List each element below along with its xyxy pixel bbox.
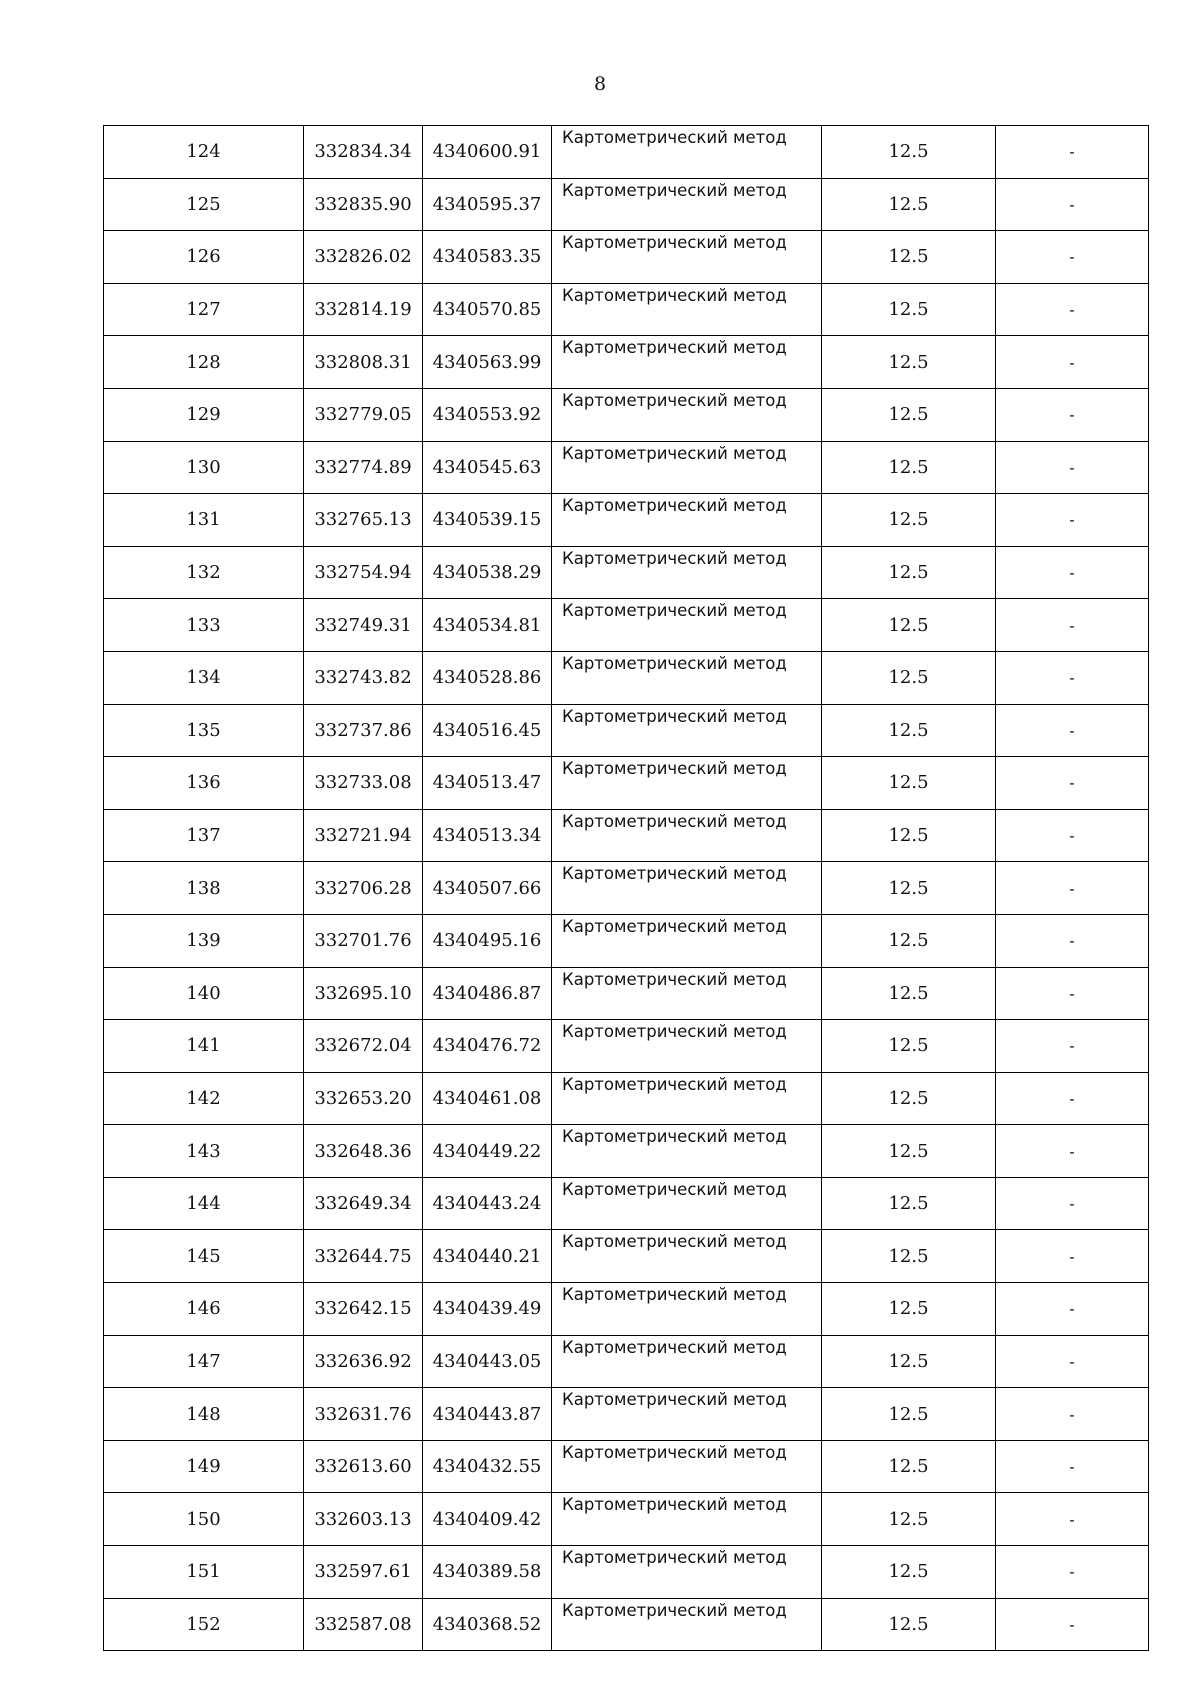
point-number-cell: 142	[104, 1072, 304, 1125]
y-coordinate-cell: 4340476.72	[423, 1020, 552, 1073]
method-cell: Картометрический метод	[552, 494, 822, 547]
note-cell: -	[996, 1440, 1149, 1493]
table-row	[104, 1072, 1149, 1125]
point-number-cell: 127	[104, 283, 304, 336]
accuracy-cell: 12.5	[822, 809, 996, 862]
table-row	[104, 388, 1149, 441]
accuracy-cell: 12.5	[822, 546, 996, 599]
note-cell: -	[996, 651, 1149, 704]
x-coordinate-cell: 332642.15	[304, 1283, 423, 1336]
table-row	[104, 546, 1149, 599]
accuracy-cell: 12.5	[822, 283, 996, 336]
point-number-cell: 146	[104, 1283, 304, 1336]
method-cell: Картометрический метод	[552, 1388, 822, 1441]
x-coordinate-cell: 332587.08	[304, 1598, 423, 1651]
method-cell: Картометрический метод	[552, 704, 822, 757]
method-cell: Картометрический метод	[552, 1598, 822, 1651]
table-row	[104, 178, 1149, 231]
y-coordinate-cell: 4340443.87	[423, 1388, 552, 1441]
y-coordinate-cell: 4340486.87	[423, 967, 552, 1020]
note-cell: -	[996, 1335, 1149, 1388]
x-coordinate-cell: 332834.34	[304, 126, 423, 179]
note-cell: -	[996, 1598, 1149, 1651]
note-cell: -	[996, 1020, 1149, 1073]
note-cell: -	[996, 231, 1149, 284]
y-coordinate-cell: 4340443.24	[423, 1177, 552, 1230]
x-coordinate-cell: 332743.82	[304, 651, 423, 704]
accuracy-cell: 12.5	[822, 126, 996, 179]
accuracy-cell: 12.5	[822, 757, 996, 810]
point-number-cell: 130	[104, 441, 304, 494]
accuracy-cell: 12.5	[822, 1020, 996, 1073]
method-cell: Картометрический метод	[552, 757, 822, 810]
x-coordinate-cell: 332636.92	[304, 1335, 423, 1388]
point-number-cell: 152	[104, 1598, 304, 1651]
y-coordinate-cell: 4340538.29	[423, 546, 552, 599]
table-row	[104, 231, 1149, 284]
y-coordinate-cell: 4340461.08	[423, 1072, 552, 1125]
point-number-cell: 150	[104, 1493, 304, 1546]
method-cell: Картометрический метод	[552, 546, 822, 599]
x-coordinate-cell: 332754.94	[304, 546, 423, 599]
x-coordinate-cell: 332603.13	[304, 1493, 423, 1546]
note-cell: -	[996, 599, 1149, 652]
y-coordinate-cell: 4340528.86	[423, 651, 552, 704]
y-coordinate-cell: 4340409.42	[423, 1493, 552, 1546]
x-coordinate-cell: 332749.31	[304, 599, 423, 652]
accuracy-cell: 12.5	[822, 1335, 996, 1388]
x-coordinate-cell: 332733.08	[304, 757, 423, 810]
accuracy-cell: 12.5	[822, 1125, 996, 1178]
x-coordinate-cell: 332631.76	[304, 1388, 423, 1441]
method-cell: Картометрический метод	[552, 336, 822, 389]
note-cell: -	[996, 388, 1149, 441]
method-cell: Картометрический метод	[552, 126, 822, 179]
x-coordinate-cell: 332701.76	[304, 914, 423, 967]
note-cell: -	[996, 757, 1149, 810]
note-cell: -	[996, 336, 1149, 389]
table-row	[104, 1125, 1149, 1178]
point-number-cell: 135	[104, 704, 304, 757]
method-cell: Картометрический метод	[552, 809, 822, 862]
y-coordinate-cell: 4340513.34	[423, 809, 552, 862]
table-row	[104, 757, 1149, 810]
y-coordinate-cell: 4340583.35	[423, 231, 552, 284]
point-number-cell: 125	[104, 178, 304, 231]
x-coordinate-cell: 332808.31	[304, 336, 423, 389]
accuracy-cell: 12.5	[822, 336, 996, 389]
x-coordinate-cell: 332672.04	[304, 1020, 423, 1073]
accuracy-cell: 12.5	[822, 704, 996, 757]
y-coordinate-cell: 4340368.52	[423, 1598, 552, 1651]
point-number-cell: 136	[104, 757, 304, 810]
note-cell: -	[996, 862, 1149, 915]
accuracy-cell: 12.5	[822, 862, 996, 915]
x-coordinate-cell: 332653.20	[304, 1072, 423, 1125]
accuracy-cell: 12.5	[822, 1388, 996, 1441]
table-row	[104, 494, 1149, 547]
method-cell: Картометрический метод	[552, 283, 822, 336]
note-cell: -	[996, 441, 1149, 494]
y-coordinate-cell: 4340443.05	[423, 1335, 552, 1388]
accuracy-cell: 12.5	[822, 914, 996, 967]
table-row	[104, 1020, 1149, 1073]
note-cell: -	[996, 1177, 1149, 1230]
accuracy-cell: 12.5	[822, 494, 996, 547]
point-number-cell: 138	[104, 862, 304, 915]
point-number-cell: 140	[104, 967, 304, 1020]
point-number-cell: 139	[104, 914, 304, 967]
x-coordinate-cell: 332814.19	[304, 283, 423, 336]
table-row	[104, 1598, 1149, 1651]
method-cell: Картометрический метод	[552, 1546, 822, 1599]
x-coordinate-cell: 332706.28	[304, 862, 423, 915]
method-cell: Картометрический метод	[552, 231, 822, 284]
table-row	[104, 967, 1149, 1020]
y-coordinate-cell: 4340539.15	[423, 494, 552, 547]
accuracy-cell: 12.5	[822, 1177, 996, 1230]
table-row	[104, 1493, 1149, 1546]
y-coordinate-cell: 4340389.58	[423, 1546, 552, 1599]
table-row	[104, 1335, 1149, 1388]
y-coordinate-cell: 4340439.49	[423, 1283, 552, 1336]
y-coordinate-cell: 4340534.81	[423, 599, 552, 652]
x-coordinate-cell: 332779.05	[304, 388, 423, 441]
table-row	[104, 1440, 1149, 1493]
note-cell: -	[996, 283, 1149, 336]
accuracy-cell: 12.5	[822, 599, 996, 652]
y-coordinate-cell: 4340513.47	[423, 757, 552, 810]
method-cell: Картометрический метод	[552, 1283, 822, 1336]
x-coordinate-cell: 332721.94	[304, 809, 423, 862]
point-number-cell: 124	[104, 126, 304, 179]
x-coordinate-cell: 332826.02	[304, 231, 423, 284]
point-number-cell: 134	[104, 651, 304, 704]
coordinates-table-body	[104, 126, 1149, 1651]
table-row	[104, 704, 1149, 757]
accuracy-cell: 12.5	[822, 651, 996, 704]
note-cell: -	[996, 967, 1149, 1020]
point-number-cell: 128	[104, 336, 304, 389]
x-coordinate-cell: 332774.89	[304, 441, 423, 494]
point-number-cell: 137	[104, 809, 304, 862]
note-cell: -	[996, 1283, 1149, 1336]
accuracy-cell: 12.5	[822, 1546, 996, 1599]
y-coordinate-cell: 4340516.45	[423, 704, 552, 757]
x-coordinate-cell: 332649.34	[304, 1177, 423, 1230]
method-cell: Картометрический метод	[552, 862, 822, 915]
note-cell: -	[996, 1388, 1149, 1441]
point-number-cell: 151	[104, 1546, 304, 1599]
table-row	[104, 1388, 1149, 1441]
method-cell: Картометрический метод	[552, 651, 822, 704]
accuracy-cell: 12.5	[822, 967, 996, 1020]
method-cell: Картометрический метод	[552, 178, 822, 231]
method-cell: Картометрический метод	[552, 1177, 822, 1230]
y-coordinate-cell: 4340570.85	[423, 283, 552, 336]
accuracy-cell: 12.5	[822, 1493, 996, 1546]
note-cell: -	[996, 809, 1149, 862]
table-row	[104, 1546, 1149, 1599]
x-coordinate-cell: 332737.86	[304, 704, 423, 757]
accuracy-cell: 12.5	[822, 388, 996, 441]
point-number-cell: 148	[104, 1388, 304, 1441]
y-coordinate-cell: 4340600.91	[423, 126, 552, 179]
method-cell: Картометрический метод	[552, 1493, 822, 1546]
x-coordinate-cell: 332644.75	[304, 1230, 423, 1283]
method-cell: Картометрический метод	[552, 1335, 822, 1388]
method-cell: Картометрический метод	[552, 1230, 822, 1283]
table-row	[104, 441, 1149, 494]
note-cell: -	[996, 704, 1149, 757]
point-number-cell: 141	[104, 1020, 304, 1073]
x-coordinate-cell: 332597.61	[304, 1546, 423, 1599]
table-row	[104, 599, 1149, 652]
note-cell: -	[996, 178, 1149, 231]
table-row	[104, 651, 1149, 704]
method-cell: Картометрический метод	[552, 388, 822, 441]
note-cell: -	[996, 1493, 1149, 1546]
accuracy-cell: 12.5	[822, 1072, 996, 1125]
y-coordinate-cell: 4340449.22	[423, 1125, 552, 1178]
table-row	[104, 1283, 1149, 1336]
method-cell: Картометрический метод	[552, 441, 822, 494]
accuracy-cell: 12.5	[822, 1440, 996, 1493]
note-cell: -	[996, 546, 1149, 599]
accuracy-cell: 12.5	[822, 1283, 996, 1336]
note-cell: -	[996, 1546, 1149, 1599]
note-cell: -	[996, 914, 1149, 967]
y-coordinate-cell: 4340495.16	[423, 914, 552, 967]
note-cell: -	[996, 494, 1149, 547]
x-coordinate-cell: 332648.36	[304, 1125, 423, 1178]
note-cell: -	[996, 126, 1149, 179]
table-row	[104, 809, 1149, 862]
method-cell: Картометрический метод	[552, 1020, 822, 1073]
method-cell: Картометрический метод	[552, 967, 822, 1020]
note-cell: -	[996, 1072, 1149, 1125]
accuracy-cell: 12.5	[822, 441, 996, 494]
point-number-cell: 145	[104, 1230, 304, 1283]
point-number-cell: 126	[104, 231, 304, 284]
x-coordinate-cell: 332613.60	[304, 1440, 423, 1493]
method-cell: Картометрический метод	[552, 1440, 822, 1493]
point-number-cell: 133	[104, 599, 304, 652]
table-row	[104, 862, 1149, 915]
x-coordinate-cell: 332695.10	[304, 967, 423, 1020]
x-coordinate-cell: 332765.13	[304, 494, 423, 547]
page-number: 8	[593, 73, 607, 95]
y-coordinate-cell: 4340545.63	[423, 441, 552, 494]
point-number-cell: 143	[104, 1125, 304, 1178]
y-coordinate-cell: 4340563.99	[423, 336, 552, 389]
note-cell: -	[996, 1125, 1149, 1178]
method-cell: Картометрический метод	[552, 914, 822, 967]
point-number-cell: 131	[104, 494, 304, 547]
method-cell: Картометрический метод	[552, 1125, 822, 1178]
point-number-cell: 147	[104, 1335, 304, 1388]
table-row	[104, 336, 1149, 389]
accuracy-cell: 12.5	[822, 178, 996, 231]
point-number-cell: 132	[104, 546, 304, 599]
table-row	[104, 1177, 1149, 1230]
accuracy-cell: 12.5	[822, 1598, 996, 1651]
y-coordinate-cell: 4340595.37	[423, 178, 552, 231]
y-coordinate-cell: 4340553.92	[423, 388, 552, 441]
point-number-cell: 149	[104, 1440, 304, 1493]
note-cell: -	[996, 1230, 1149, 1283]
accuracy-cell: 12.5	[822, 231, 996, 284]
y-coordinate-cell: 4340432.55	[423, 1440, 552, 1493]
method-cell: Картометрический метод	[552, 1072, 822, 1125]
point-number-cell: 129	[104, 388, 304, 441]
method-cell: Картометрический метод	[552, 599, 822, 652]
accuracy-cell: 12.5	[822, 1230, 996, 1283]
y-coordinate-cell: 4340507.66	[423, 862, 552, 915]
y-coordinate-cell: 4340440.21	[423, 1230, 552, 1283]
table-row	[104, 126, 1149, 179]
table-row	[104, 914, 1149, 967]
point-number-cell: 144	[104, 1177, 304, 1230]
x-coordinate-cell: 332835.90	[304, 178, 423, 231]
table-row	[104, 283, 1149, 336]
table-row	[104, 1230, 1149, 1283]
coordinates-table	[103, 125, 1149, 1651]
